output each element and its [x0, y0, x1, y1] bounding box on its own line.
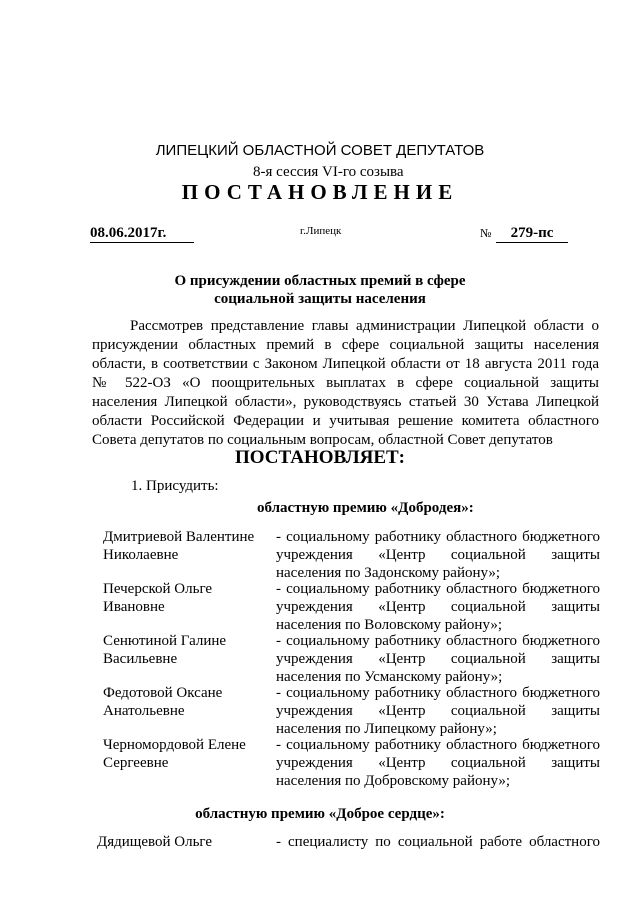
recipient-description	[276, 528, 600, 582]
document-type: ПОСТАНОВЛЕНИЕ	[181, 180, 459, 204]
recipient-surname: Сенютиной Галине	[103, 633, 227, 649]
award-dobrodeya-title: областную премию «Добродея»:	[257, 500, 474, 516]
recipient-surname: Печерской Ольге	[103, 581, 213, 597]
preamble-paragraph: Рассмотрев представление главы администрации Липецкой области о присуждении областных премий в сфере социальной защиты населения области, в соответствии с Законом Липецкой области от 18 августа 2011 года № 522-ОЗ «О поощрительных выплатах в сфере социальной защиты населения Липецкой области», руководствуясь статьей 30 Устава Липецкой области Российской Федерации и учитывая решение комитета областного Совета депутатов по социальным вопросам, областной Совет депутатов	[92, 318, 599, 448]
recipient-description	[276, 736, 600, 790]
desc-line: учреждения «Центр социальной защиты	[276, 599, 600, 615]
desc-line: учреждения «Центр социальной защиты	[276, 547, 600, 563]
recipient-name	[103, 528, 278, 564]
council-name: ЛИПЕЦКИЙ ОБЛАСТНОЙ СОВЕТ ДЕПУТАТОВ	[155, 142, 485, 159]
recipient-patronymic: Сергеевне	[103, 755, 169, 771]
recipient-description	[276, 833, 600, 851]
desc-line: населения по Добровскому району»;	[276, 773, 511, 789]
decree-heading: ПОСТАНОВЛЯЕТ:	[234, 447, 406, 468]
desc-line: населения по Усманскому району»;	[276, 669, 503, 685]
document-number: 279-пс	[496, 225, 568, 243]
recipient-name	[103, 736, 278, 772]
document-date: 08.06.2017г.	[90, 225, 194, 243]
title-line-2: социальной защиты населения	[214, 291, 426, 307]
recipient-description	[276, 580, 600, 634]
session-info: 8-я сессия VI-го созыва	[253, 164, 404, 180]
desc-line: населения по Задонскому району»;	[276, 565, 501, 581]
desc-line: - социальному работнику областного бюджетного	[276, 633, 600, 649]
recipient-name	[103, 632, 278, 668]
desc-line: учреждения «Центр социальной защиты	[276, 703, 600, 719]
recipient-patronymic: Ивановне	[103, 599, 165, 615]
recipient-patronymic: Васильевне	[103, 651, 178, 667]
recipient-name	[97, 833, 272, 851]
desc-line: населения по Липецкому району»;	[276, 721, 497, 737]
recipient-surname: Дядищевой Ольге	[97, 834, 213, 850]
recipient-description	[276, 632, 600, 686]
desc-line: учреждения «Центр социальной защиты	[276, 755, 600, 771]
desc-line: - социальному работнику областного бюджетного	[276, 529, 600, 545]
desc-line: - специалисту по социальной работе областного	[276, 834, 600, 850]
desc-line: учреждения «Центр социальной защиты	[276, 651, 600, 667]
recipient-description	[276, 684, 600, 738]
document-city: г.Липецк	[300, 225, 342, 237]
desc-line: - социальному работнику областного бюджетного	[276, 685, 600, 701]
recipient-name	[103, 580, 278, 616]
desc-line: - социальному работнику областного бюджетного	[276, 581, 600, 597]
clause-1: 1. Присудить:	[131, 478, 219, 494]
desc-line: - социальному работнику областного бюджетного	[276, 737, 600, 753]
document-title	[0, 272, 640, 308]
recipient-patronymic: Николаевне	[103, 547, 179, 563]
recipient-surname: Черномордовой Елене	[103, 737, 246, 753]
recipient-patronymic: Анатольевне	[103, 703, 185, 719]
recipient-surname: Дмитриевой Валентине	[103, 529, 255, 545]
desc-line: населения по Воловскому району»;	[276, 617, 502, 633]
award-dobroe-serdtse-title: областную премию «Доброе сердце»:	[195, 806, 445, 822]
recipient-surname: Федотовой Оксане	[103, 685, 223, 701]
title-line-1: О присуждении областных премий в сфере	[174, 273, 466, 289]
recipient-name	[103, 684, 278, 720]
number-sign: №	[480, 226, 492, 240]
